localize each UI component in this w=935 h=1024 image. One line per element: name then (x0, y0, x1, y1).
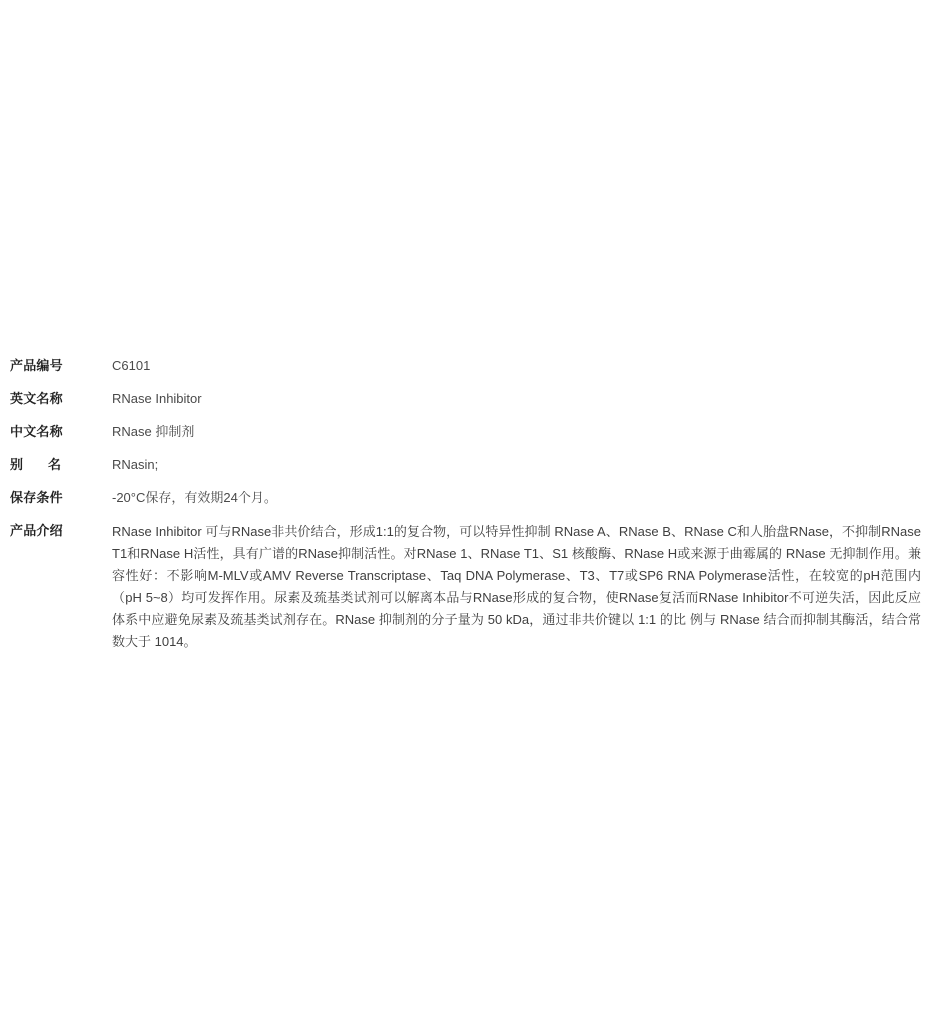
table-row (10, 521, 925, 653)
introduction-paragraph: RNase Inhibitor 可与RNase非共价结合，形成1:1的复合物，可以特异性抑制 RNase A、RNase B、RNase C和人胎盘RNase，不抑制RNase T1和RNase H活性，具有广谱的RNase抑制活性。对RNase 1、RNase T1、S1 核酸酶、RNase H或来源于曲霉属的 RNase 无抑制作用。兼容性好：不影响M-MLV或AMV Reverse Transcriptase、Taq DNA Polymerase、T3、T7或SP6 RNA Polymerase活性，在较宽的pH范围内（pH 5~8）均可发挥作用。尿素及巯基类试剂可以解离本品与RNase形成的复合物，使RNase复活而RNase Inhibitor不可逆失活，因此反应体系中应避免尿素及巯基类试剂存在。RNase 抑制剂的分子量为 50 kDa，通过非共价键以 1:1 的比 例与 RNase 结合而抑制其酶活，结合常数大于 1014。 (112, 524, 921, 649)
row-label-product-code: 产品编号 (10, 358, 63, 373)
row-value-chinese-name: RNase 抑制剂 (112, 424, 195, 439)
table-row (10, 389, 925, 408)
row-value-storage: -20°C保存，有效期24个月。 (112, 490, 277, 505)
row-label-english-name: 英文名称 (10, 391, 63, 406)
table-row (10, 356, 925, 375)
row-value-introduction (112, 521, 925, 653)
table-row (10, 488, 925, 507)
row-value-english-name: RNase Inhibitor (112, 391, 202, 406)
row-label-storage: 保存条件 (10, 490, 63, 505)
table-row (10, 422, 925, 441)
row-label-alias: 别 名 (10, 457, 68, 472)
row-value-product-code: C6101 (112, 358, 151, 373)
table-row (10, 455, 925, 474)
row-label-chinese-name: 中文名称 (10, 424, 63, 439)
row-label-introduction: 产品介绍 (10, 523, 63, 538)
product-spec-table (10, 356, 925, 653)
row-value-alias: RNasin; (112, 457, 159, 472)
